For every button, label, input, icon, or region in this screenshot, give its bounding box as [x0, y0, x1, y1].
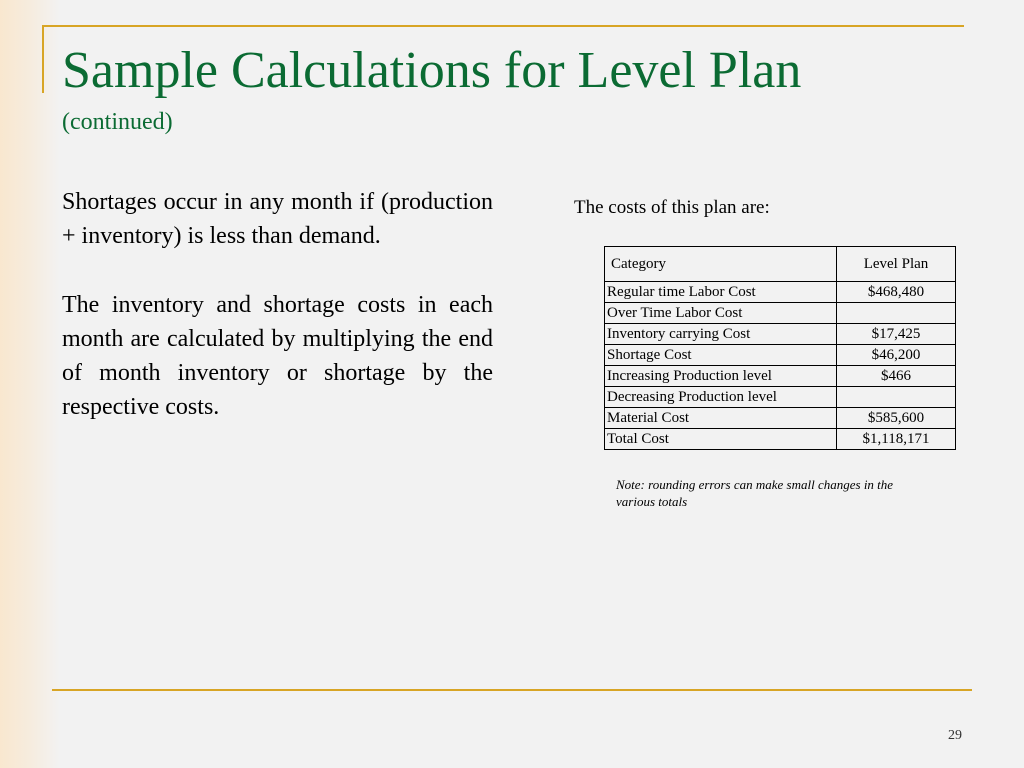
table-row [605, 345, 956, 366]
table-row [605, 324, 956, 345]
header-level-plan: Level Plan [837, 247, 956, 282]
row-category: Inventory carrying Cost [605, 324, 837, 345]
row-category: Decreasing Production level [605, 387, 837, 408]
slide-subtitle: (continued) [62, 109, 173, 135]
row-value [837, 303, 956, 324]
table-header-row [605, 247, 956, 282]
page-number: 29 [948, 728, 962, 743]
row-value: $466 [837, 366, 956, 387]
header-category: Category [605, 247, 837, 282]
table-row [605, 366, 956, 387]
row-category: Shortage Cost [605, 345, 837, 366]
paragraph-shortages: Shortages occur in any month if (production + inventory) is less than demand. [62, 189, 493, 249]
row-value [837, 387, 956, 408]
row-value: $17,425 [837, 324, 956, 345]
top-rule-vertical [42, 25, 44, 93]
left-edge-gradient [0, 0, 60, 768]
table-row-total [605, 429, 956, 450]
body-text [62, 185, 493, 459]
row-value: $585,600 [837, 408, 956, 429]
row-value: $46,200 [837, 345, 956, 366]
row-category: Total Cost [605, 429, 837, 450]
row-category: Material Cost [605, 408, 837, 429]
row-value: $1,118,171 [837, 429, 956, 450]
paragraph-costs: The inventory and shortage costs in each month are calculated by multiplying the end of month inventory or shortage by the respective costs. [62, 292, 493, 420]
row-category: Regular time Labor Cost [605, 282, 837, 303]
slide-title: Sample Calculations for Level Plan [62, 42, 802, 99]
table-row [605, 387, 956, 408]
table-row [605, 303, 956, 324]
row-value: $468,480 [837, 282, 956, 303]
top-rule [42, 25, 964, 27]
row-category: Increasing Production level [605, 366, 837, 387]
row-category: Over Time Labor Cost [605, 303, 837, 324]
bottom-rule [52, 689, 972, 691]
table-row [605, 282, 956, 303]
cost-table [604, 246, 956, 450]
rounding-note: Note: rounding errors can make small changes in the various totals [616, 477, 894, 509]
table-row [605, 408, 956, 429]
costs-intro: The costs of this plan are: [574, 197, 770, 218]
